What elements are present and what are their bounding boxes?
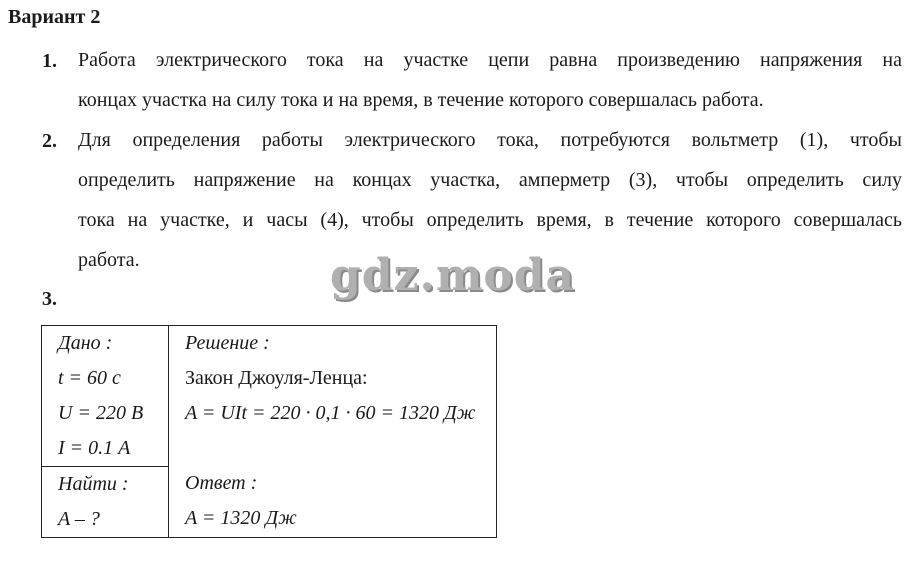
answer-value: A = 1320 Дж (185, 507, 297, 529)
solution-formula: A = UIt = 220 · 0,1 · 60 = 1320 Дж (185, 402, 476, 424)
given-value-current: I = 0.1 А (58, 437, 131, 459)
variant-heading: Вариант 2 (8, 6, 101, 28)
find-value: A – ? (58, 508, 100, 530)
item-1-line-2: концах участка на силу тока и на время, в течение которого совершалась работа. (78, 89, 764, 111)
item-2-line-2: определить напряжение на концах участка, амперметр (3), чтобы определить силу (78, 169, 902, 191)
spacer (169, 431, 496, 466)
item-3-number: 3. (42, 288, 57, 310)
given-value-voltage: U = 220 В (58, 402, 144, 424)
item-2-line-3: тока на участке, и часы (4), чтобы определить время, в течение которого совершалась (78, 209, 902, 231)
item-1-text (78, 40, 902, 120)
item-1-number: 1. (42, 50, 57, 72)
item-2-line-1: Для определения работы электрического тока, потребуются вольтметр (1), чтобы (78, 129, 902, 151)
find-label: Найти : (58, 473, 129, 495)
problem-table (41, 325, 497, 538)
item-1-line-1: Работа электрического тока на участке цепи равна произведению напряжения на (78, 49, 902, 71)
solution-label: Решение : (185, 332, 270, 354)
solution-cell (169, 326, 497, 538)
joule-lenz-law: Закон Джоуля-Ленца: (185, 367, 368, 389)
given-cell (42, 326, 169, 467)
given-value-time: t = 60 с (58, 367, 121, 389)
item-2-number: 2. (42, 130, 57, 152)
item-2-line-4: работа. (78, 249, 140, 271)
given-label: Дано : (58, 332, 113, 354)
watermark-logo: gdz.moda (330, 250, 576, 301)
find-cell (42, 467, 169, 538)
answer-label: Ответ : (185, 472, 258, 494)
